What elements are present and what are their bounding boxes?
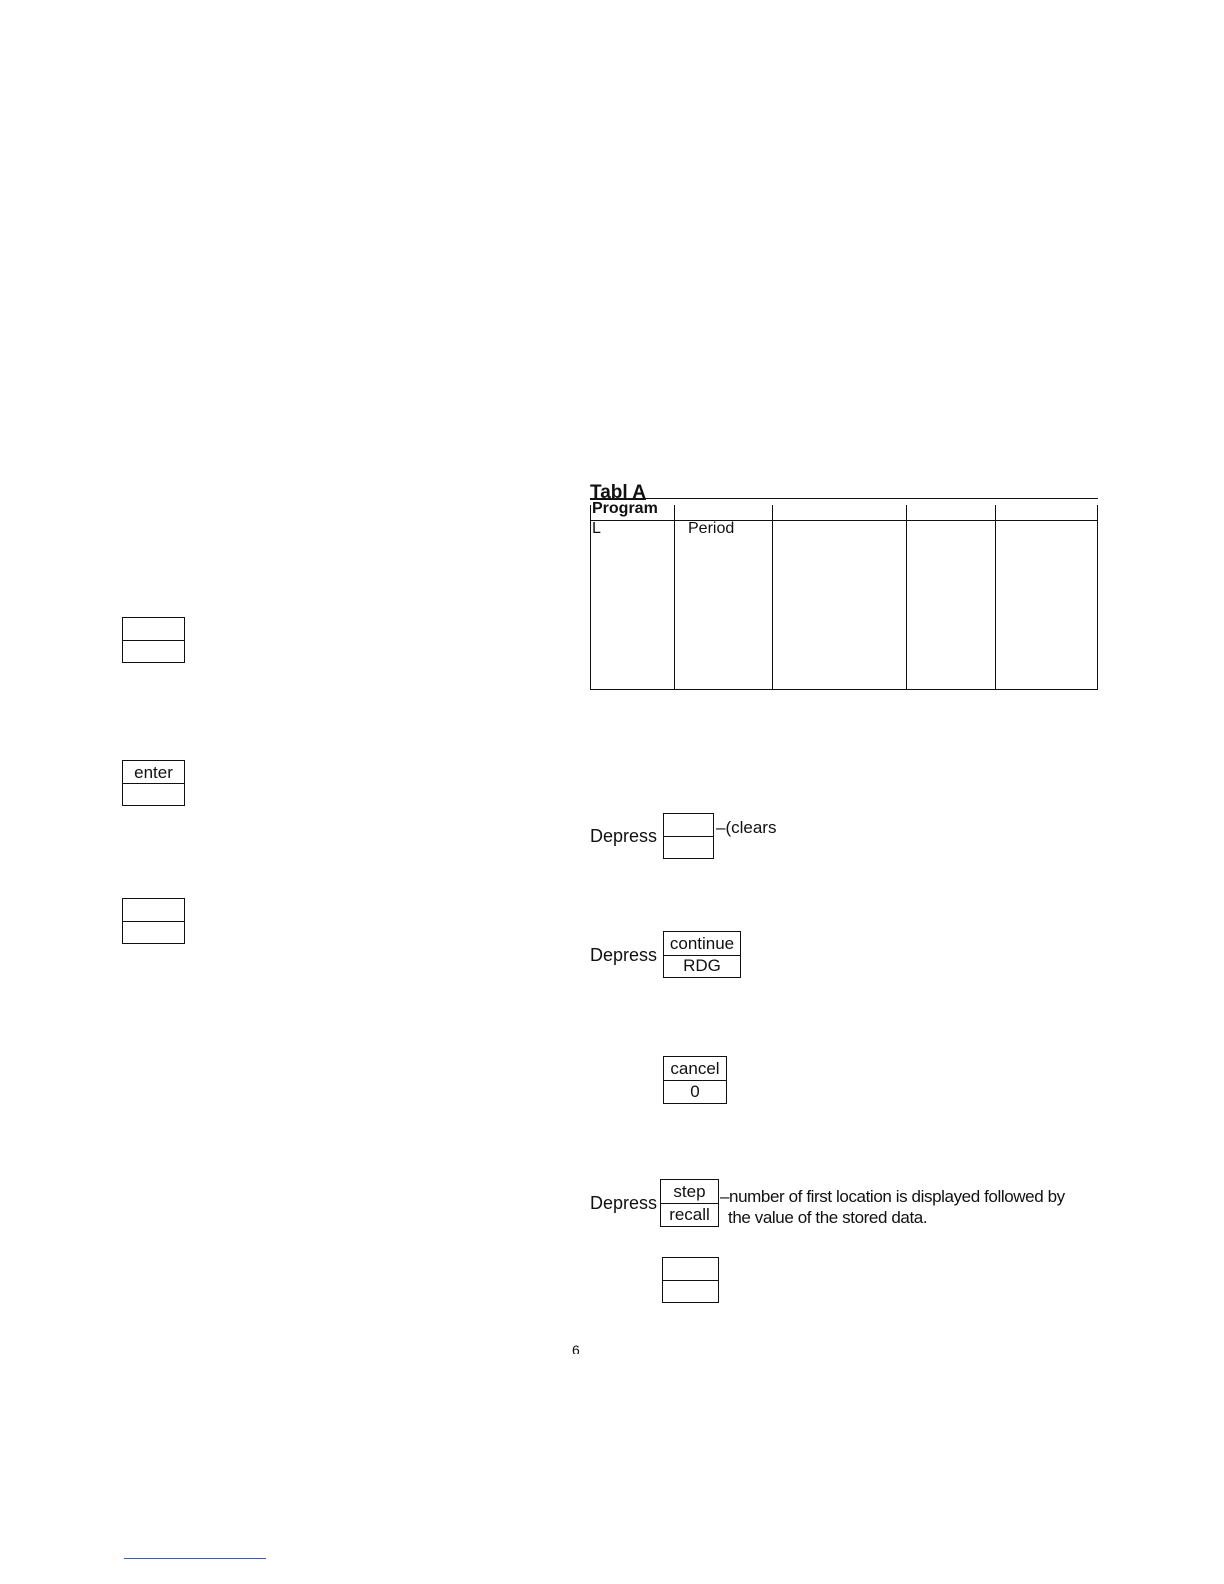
step-note: –(clears: [716, 818, 777, 837]
key-bottom-label: [123, 921, 184, 943]
key-bottom-label: [664, 836, 713, 858]
table-header-rule: [590, 520, 1098, 521]
table-cell: Period: [688, 520, 735, 537]
page-number: 6: [572, 1342, 580, 1354]
key-top-label: step: [661, 1180, 718, 1204]
step-recall-key[interactable]: [660, 1179, 719, 1227]
footnote-rule: [124, 1558, 266, 1559]
table-col-divider: [674, 505, 675, 690]
key-top-label: [123, 618, 184, 641]
enter-key[interactable]: [122, 760, 185, 806]
key-button[interactable]: [662, 1257, 719, 1303]
key-bottom-label: [663, 1280, 718, 1302]
table-a: [590, 500, 1098, 690]
key-top-label: [664, 814, 713, 837]
key-button[interactable]: [122, 898, 185, 944]
key-top-label: [663, 1258, 718, 1281]
key-bottom-label: [123, 783, 184, 805]
table-col-divider: [906, 505, 907, 690]
step-verb: Depress: [590, 945, 658, 965]
table-top-rule: [590, 498, 1098, 499]
step-note-continued: the value of the stored data.: [728, 1208, 928, 1227]
key-button[interactable]: [122, 617, 185, 663]
table-col-divider: [995, 505, 996, 690]
continue-rdg-key[interactable]: [663, 931, 741, 978]
key-bottom-label: [123, 640, 184, 662]
key-top-label: continue: [664, 932, 740, 956]
table-col-divider: [772, 505, 773, 690]
table-header-program: Program: [592, 500, 658, 517]
table-title: Tabl A: [590, 482, 646, 503]
key-bottom-label: 0: [690, 1082, 700, 1101]
cancel-zero-key[interactable]: [663, 1056, 727, 1104]
key-bottom-label: RDG: [683, 956, 721, 976]
step-verb: Depress: [590, 826, 658, 846]
key-bottom-label: recall: [669, 1205, 710, 1224]
clear-key[interactable]: [663, 813, 714, 859]
table-frame: [590, 505, 1098, 690]
step-verb: Depress: [590, 1193, 658, 1213]
key-top-label: cancel: [664, 1057, 726, 1081]
key-top-label: enter: [123, 761, 184, 784]
table-cell: L: [592, 520, 601, 537]
step-note: –number of first location is displayed followed by: [720, 1187, 1065, 1206]
key-top-label: [123, 899, 184, 922]
